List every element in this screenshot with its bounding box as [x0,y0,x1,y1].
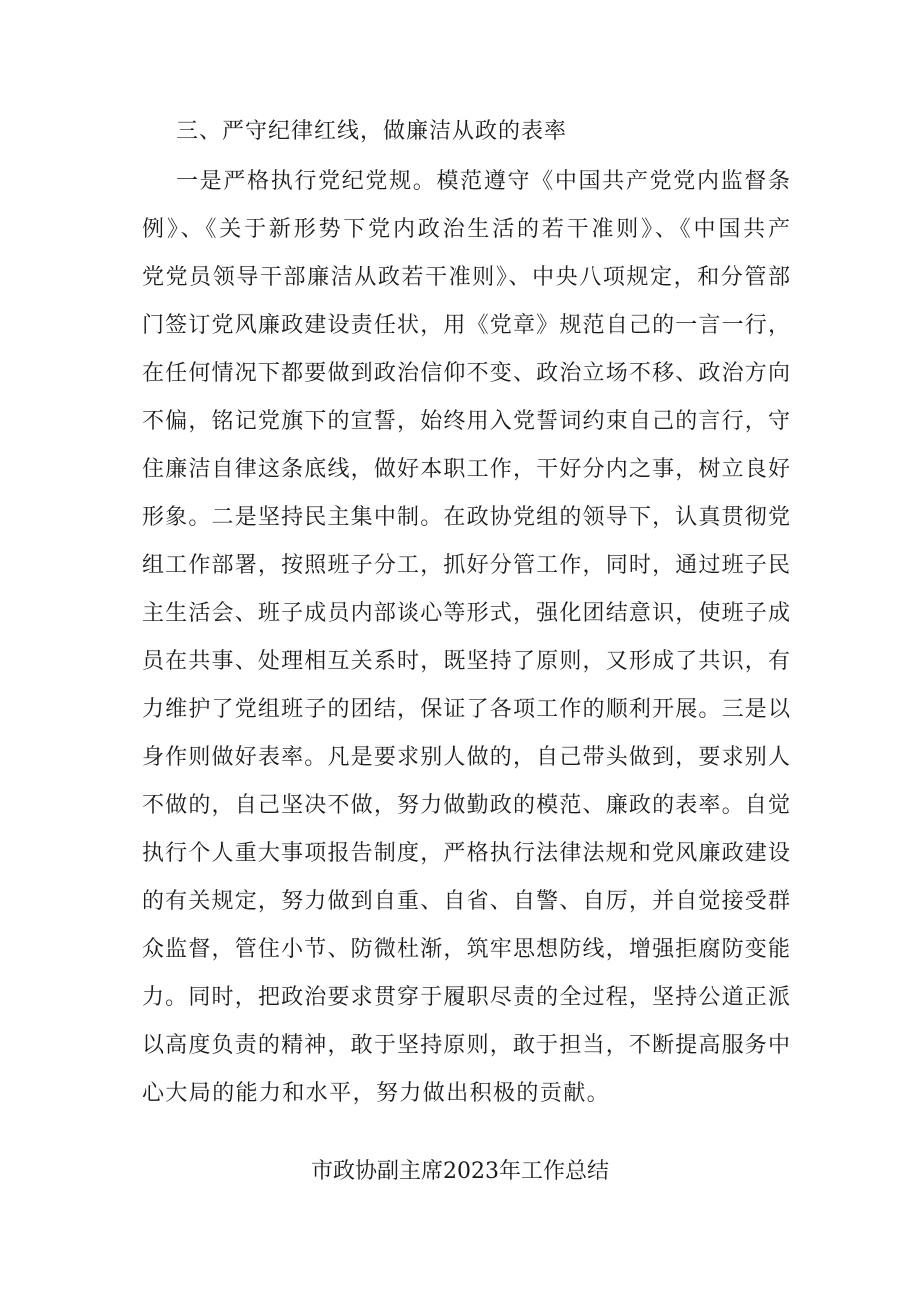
paragraph-line: 执行个人重大事项报告制度，严格执行法律法规和党风廉政建设 [142,841,790,866]
paragraph-line: 例》、《关于新形势下党内政治生活的若干准则》、《中国共产 [142,217,790,242]
paragraph-line: 不做的，自己坚决不做，努力做勤政的模范、廉政的表率。自觉 [142,793,790,818]
paragraph-line: 众监督，管住小节、防微杜渐，筑牢思想防线，增强拒腐防变能 [142,937,790,962]
document-title: 市政协副主席2023年工作总结 [311,1159,609,1184]
paragraph-line: 以高度负责的精神，敢于坚持原则，敢于担当，不断提高服务中 [142,1033,790,1058]
paragraph-line: 员在共事、处理相互关系时，既坚持了原则，又形成了共识，有 [142,649,790,674]
paragraph-line: 的有关规定，努力做到自重、自省、自警、自厉，并自觉接受群 [142,889,790,914]
section-heading: 三、严守纪律红线，做廉洁从政的表率 [176,119,568,144]
paragraph-line: 一是严格执行党纪党规。模范遵守《中国共产党党内监督条 [176,169,790,194]
paragraph-line: 住廉洁自律这条底线，做好本职工作，干好分内之事，树立良好 [142,457,790,482]
paragraph-line: 在任何情况下都要做到政治信仰不变、政治立场不移、政治方向 [142,361,790,386]
paragraph-line: 身作则做好表率。凡是要求别人做的，自己带头做到，要求别人 [142,745,790,770]
paragraph-line: 不偏，铭记党旗下的宣誓，始终用入党誓词约束自己的言行，守 [142,409,790,434]
paragraph-line: 力维护了党组班子的团结，保证了各项工作的顺利开展。三是以 [142,697,790,722]
paragraph-line: 组工作部署，按照班子分工，抓好分管工作，同时，通过班子民 [142,553,790,578]
paragraph-line: 主生活会、班子成员内部谈心等形式，强化团结意识，使班子成 [142,601,790,626]
paragraph-line: 心大局的能力和水平，努力做出积极的贡献。 [142,1081,611,1106]
paragraph-line: 力。同时，把政治要求贯穿于履职尽责的全过程，坚持公道正派 [142,985,790,1010]
paragraph-line: 门签订党风廉政建设责任状，用《党章》规范自己的一言一行， [142,313,790,338]
paragraph-line: 形象。二是坚持民主集中制。在政协党组的领导下，认真贯彻党 [142,505,790,530]
paragraph-line: 党党员领导干部廉洁从政若干准则》、中央八项规定，和分管部 [142,265,790,290]
